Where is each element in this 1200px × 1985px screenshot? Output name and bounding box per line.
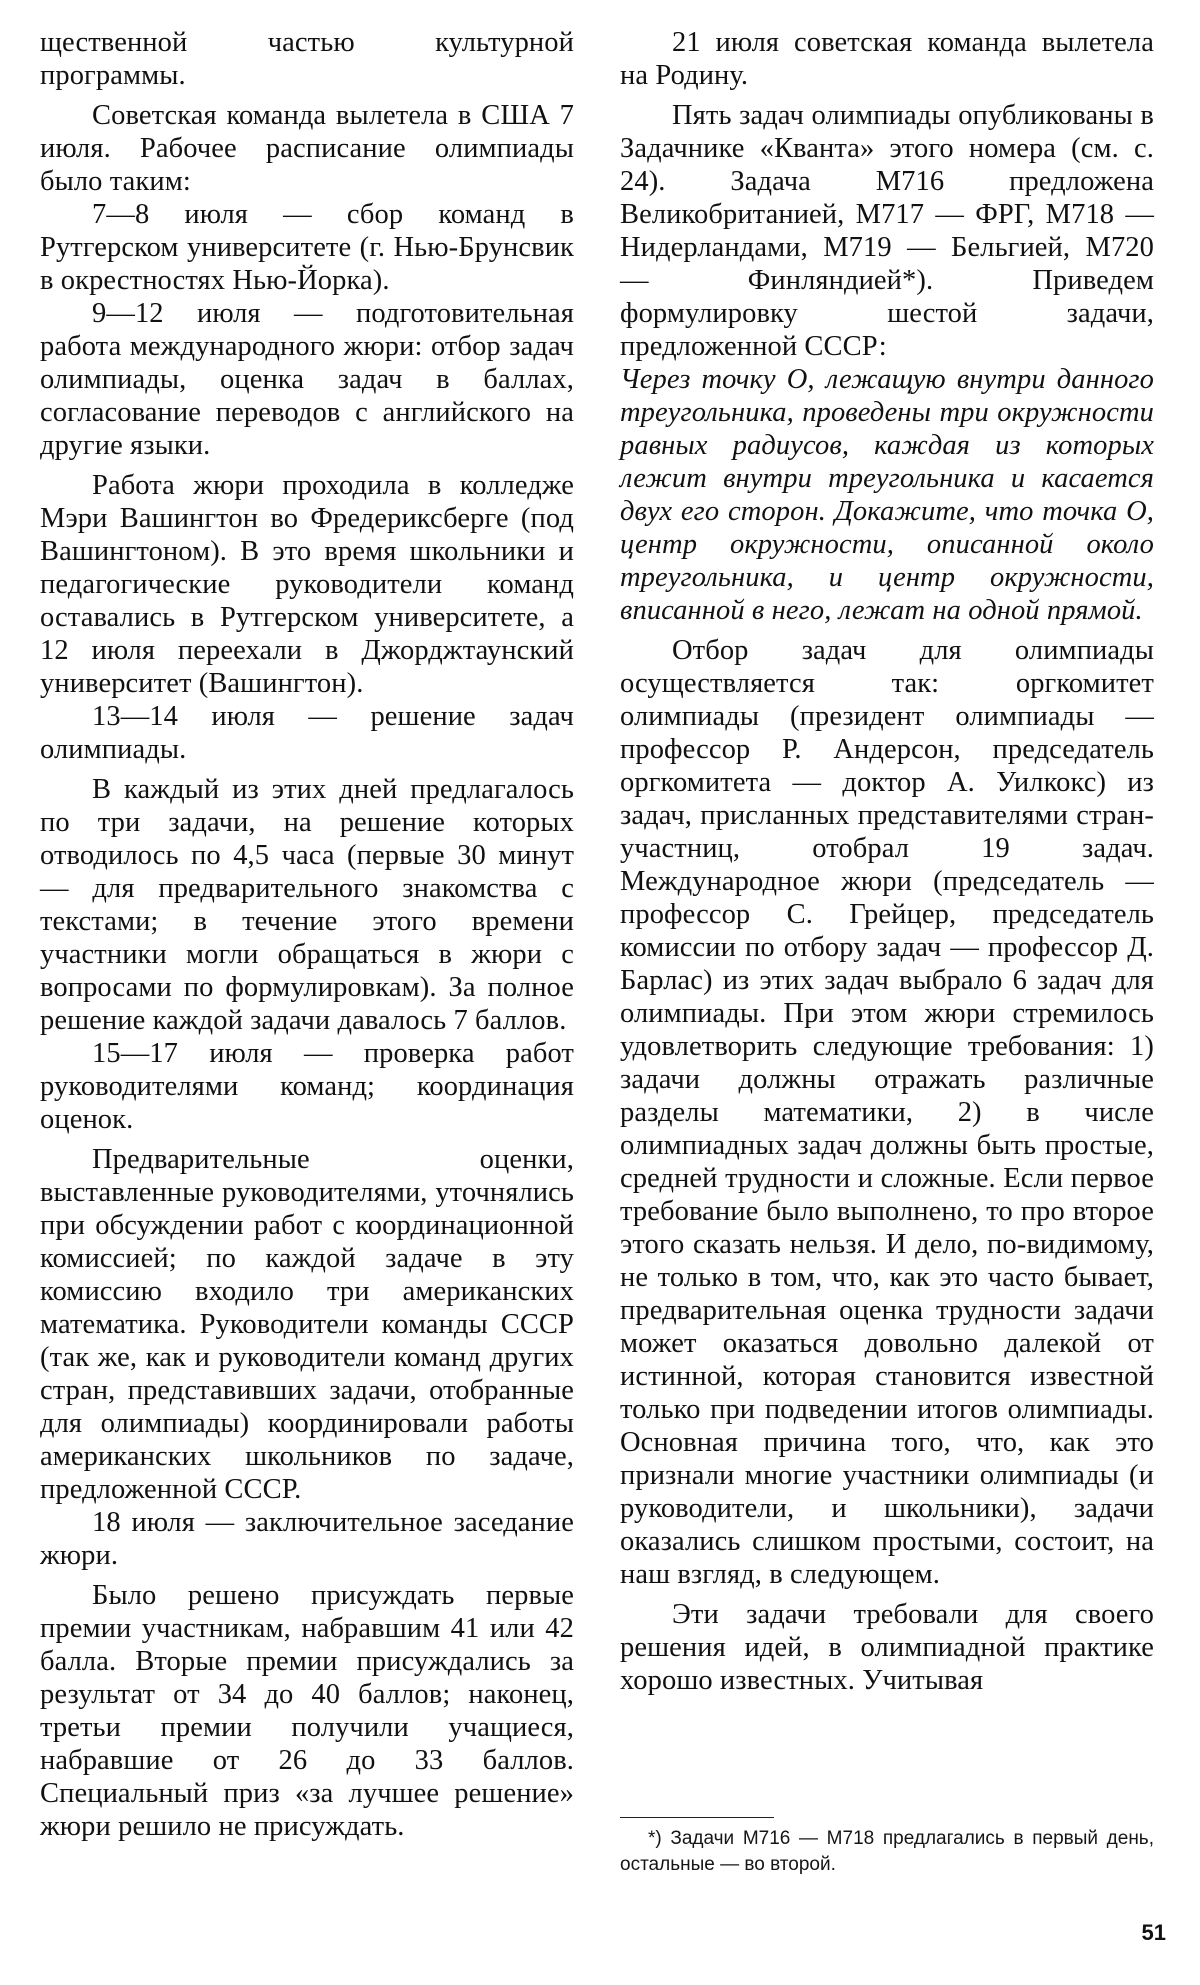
page-number: 51 [1141,1920,1166,1945]
left-text-column [40,26,574,1843]
paragraph: Эти задачи требовали для своего решения идей, в олимпиадной практике хорошо известных. Учитывая [620,1599,1154,1696]
paragraph: Было решено присуждать первые премии участникам, набравшим 41 или 42 балла. Вторые премии присуждались за результат от 34 до 40 баллов; наконец, третьи премии получили учащиеся, набравшие от 26 до 33 баллов. Специальный приз «за лучшее решение» жюри решило не присуждать. [40,1580,574,1842]
paragraph: щественной частью культурной программы. [40,27,574,91]
paragraph: Предварительные оценки, выставленные руководителями, уточнялись при обсуждении работ с координационной комиссией; по каждой задаче в эту комиссию входило три американских математика. Руководители команды СССР (так же, как и руководители команд других стран, представивших задачи, отобранные для олимпиады) координировали работы американских школьников по задаче, предложенной СССР. [40,1144,574,1505]
right-text-column [620,26,1154,1697]
schedule-item: 9—12 июля — подготовительная работа международного жюри: отбор задач олимпиады, оценка задач в баллах, согласование переводов с английского на другие языки. [40,298,574,461]
paragraph: 21 июля советская команда вылетела на Родину. [620,27,1154,91]
paragraph: Советская команда вылетела в США 7 июля. Рабочее расписание олимпиады было таким: [40,100,574,197]
paragraph: В каждый из этих дней предлагалось по три задачи, на решение которых отводилось по 4,5 часа (первые 30 минут — для предварительного знакомства с текстами; в течение этого времени участники могли обращаться в жюри с вопросами по формулировкам). За полное решение каждой задачи давалось 7 баллов. [40,774,574,1036]
paragraph: Работа жюри проходила в колледже Мэри Вашингтон во Фредериксберге (под Вашингтоном). В это время школьники и педагогические руководители команд оставались в Рутгерском университете, а 12 июля переехали в Джорджтаунский университет (Вашингтон). [40,470,574,699]
schedule-item: 18 июля — заключительное заседание жюри. [40,1507,574,1571]
schedule-item: 15—17 июля — проверка работ руководителями команд; координация оценок. [40,1038,574,1135]
paragraph: Пять задач олимпиады опубликованы в Задачнике «Кванта» этого номера (см. с. 24). Задача М716 предложена Великобританией, М717 — ФРГ, М718 — Нидерландами, М719 — Бельгией, М720 — Финляндией*). Приведем формулировку шестой задачи, предложенной СССР: [620,100,1154,362]
paragraph: Отбор задач для олимпиады осуществляется так: оргкомитет олимпиады (президент олимпиады — профессор Р. Андерсон, председатель оргкомитета — доктор А. Уилкокс) из задач, присланных представителями стран-участниц, отобрал 19 задач. Международное жюри (председатель — профессор С. Грейцер, председатель комиссии по отбору задач — профессор Д. Барлас) из этих задач выбрало 6 задач для олимпиады. При этом жюри стремилось удовлетворить следующие требования: 1) задачи должны отражать различные разделы математики, 2) в числе олимпиадных задач должны быть простые, средней трудности и сложные. Если первое требование было выполнено, то про второе этого сказать нельзя. И дело, по-видимому, не только в том, что, как это часто бывает, предварительная оценка трудности задачи может оказаться довольно далекой от истинной, которая становится известной только при подведении итогов олимпиады. Основная причина того, что, как это признали многие участники олимпиады (и руководители, и школьники), задачи оказались слишком простыми, состоит, на наш взгляд, в следующем. [620,635,1154,1590]
footnote-divider [620,1817,774,1818]
schedule-item: 7—8 июля — сбор команд в Рутгерском университете (г. Нью-Брунсвик в окрестностях Нью-Йорка). [40,199,574,296]
problem-statement: Через точку О, лежащую внутри данного треугольника, проведены три окружности равных радиусов, каждая из которых лежит внутри треугольника и касается двух его сторон. Докажите, что точка О, центр окружности, описанной около треугольника, и центр окружности, вписанной в него, лежат на одной прямой. [620,364,1154,626]
footnote: *) Задачи М716 — М718 предлагались в первый день, остальные — во второй. [620,1828,1154,1875]
schedule-item: 13—14 июля — решение задач олимпиады. [40,701,574,765]
